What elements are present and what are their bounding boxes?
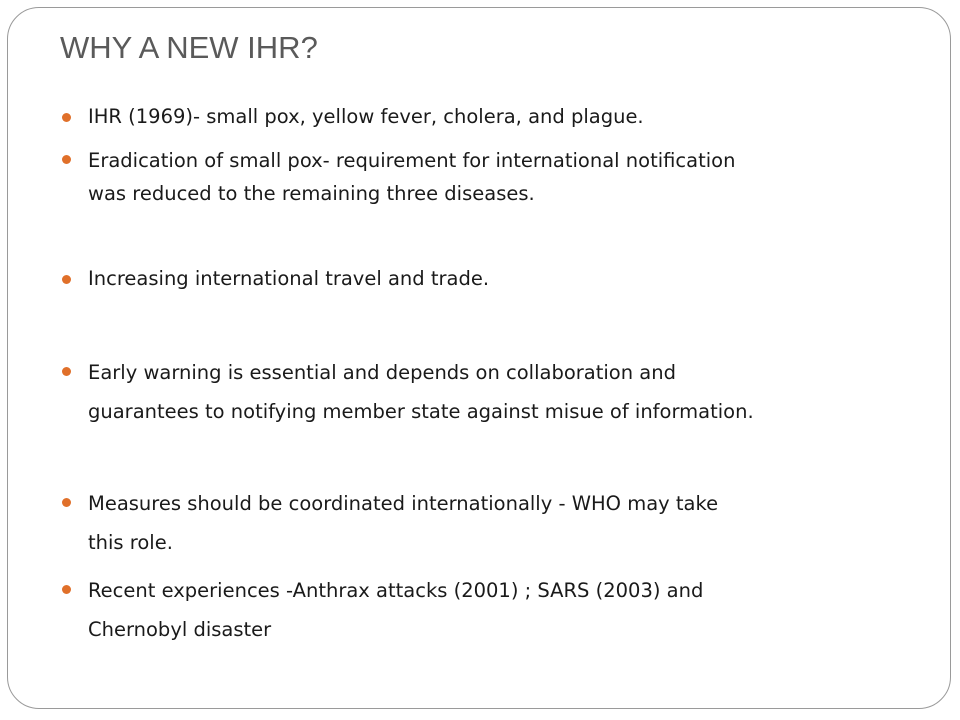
bullet-text-line: was reduced to the remaining three diseases. xyxy=(88,182,535,205)
bullet-dot-icon xyxy=(62,585,71,594)
bullet-dot-icon xyxy=(62,367,71,376)
bullet-item xyxy=(88,484,888,562)
bullet-text-line: Eradication of small pox- requirement for international notification xyxy=(88,149,736,172)
bullet-item xyxy=(88,571,888,649)
bullet-dot-icon xyxy=(62,275,71,284)
bullet-dot-icon xyxy=(62,113,71,122)
bullet-dot-icon xyxy=(62,155,71,164)
bullet-text-line: Increasing international travel and trade. xyxy=(88,267,490,290)
slide-title: WHY A NEW IHR? xyxy=(60,30,318,65)
bullet-text-line: Measures should be coordinated internationally - WHO may take xyxy=(88,492,719,515)
bullet-text-line: guarantees to notifying member state against misue of information. xyxy=(88,400,754,423)
bullet-text-line: this role. xyxy=(88,531,173,554)
bullet-text-line: Chernobyl disaster xyxy=(88,618,272,641)
bullet-item xyxy=(88,353,888,431)
bullet-item xyxy=(88,264,888,294)
bullet-text-line: Recent experiences -Anthrax attacks (2001) ; SARS (2003) and xyxy=(88,579,704,602)
bullet-text-line: IHR (1969)- small pox, yellow fever, cholera, and plague. xyxy=(88,105,644,128)
bullet-item xyxy=(88,144,888,210)
bullet-item xyxy=(88,102,888,132)
bullet-dot-icon xyxy=(62,498,71,507)
bullet-text-line: Early warning is essential and depends on collaboration and xyxy=(88,361,676,384)
